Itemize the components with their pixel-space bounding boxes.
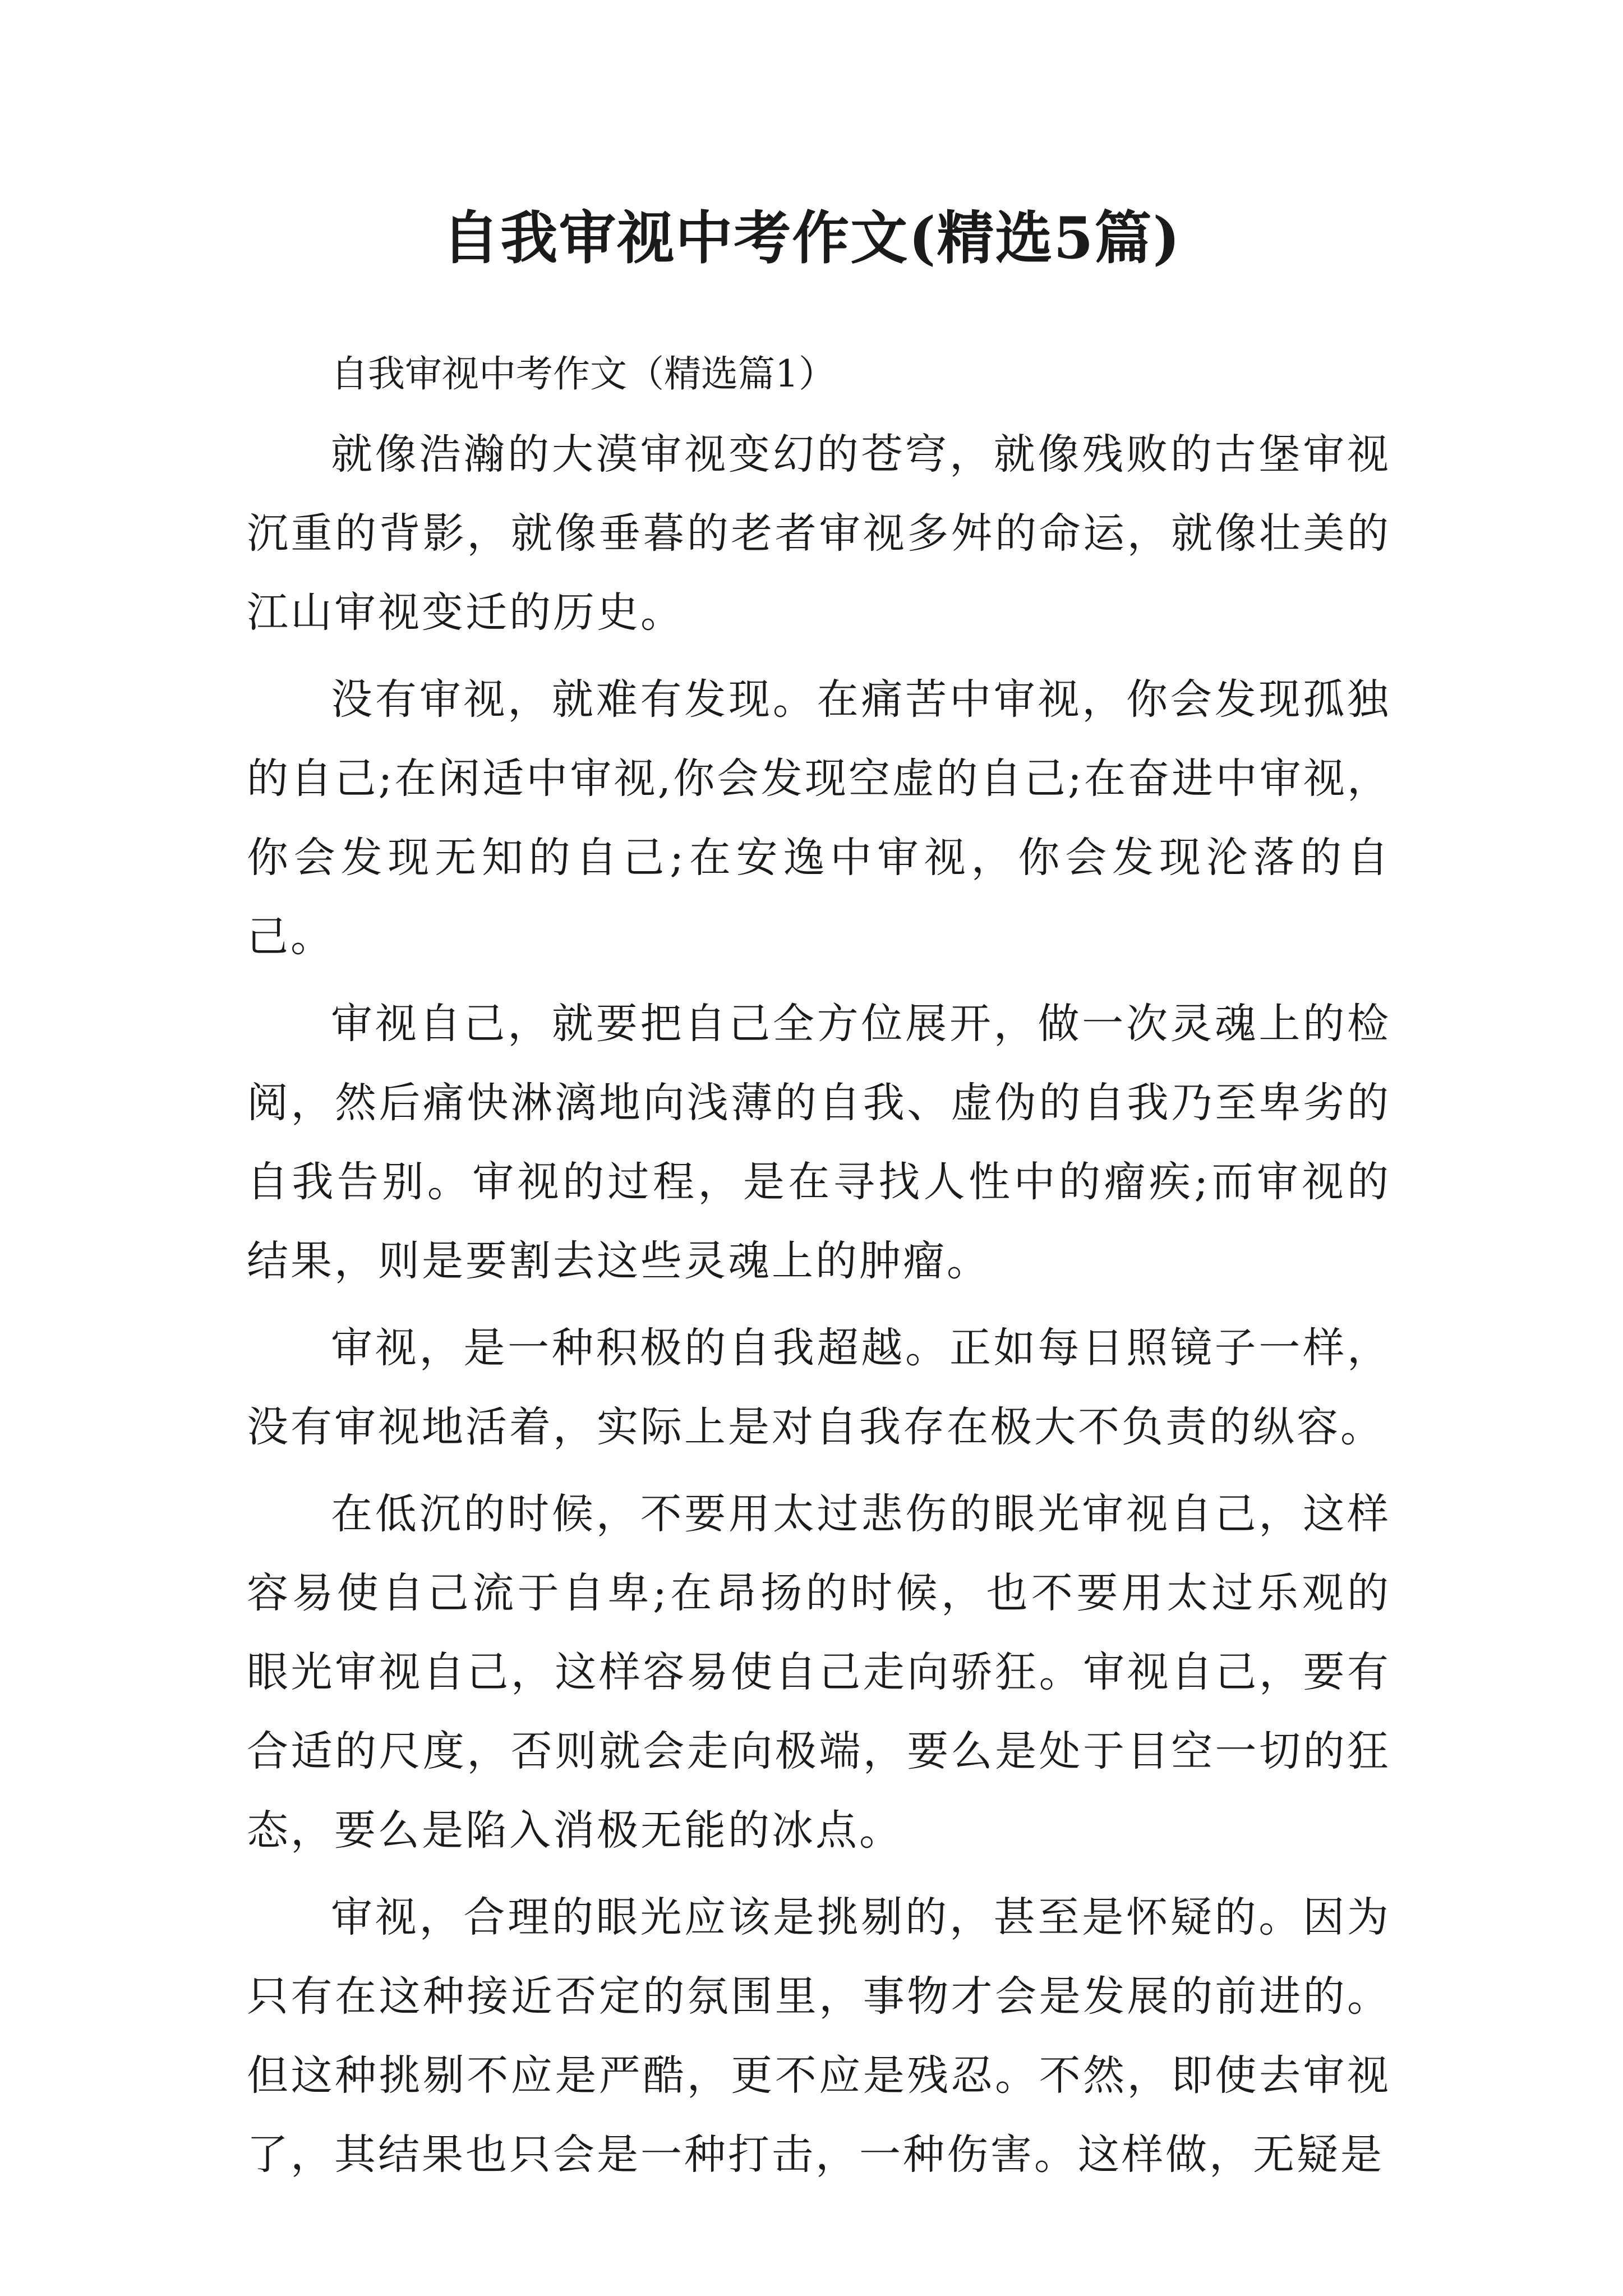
document-body xyxy=(247,343,1391,2194)
document-title: 自我审视中考作文(精选5篇) xyxy=(442,205,1181,272)
paragraph: 审视自己，就要把自己全方位展开，做一次灵魂上的检阅，然后痛快淋漓地向浅薄的自我、虚伪的自我乃至卑劣的自我告别。审视的过程，是在寻找人性中的瘤疾;而审视的结果，则是要割去这些灵魂上的肿瘤。 xyxy=(247,1000,1391,1285)
paragraph: 审视，是一种积极的自我超越。正如每日照镜子一样，没有审视地活着，实际上是对自我存在极大不负责的纵容。 xyxy=(247,1324,1391,1451)
paragraph: 审视，合理的眼光应该是挑剔的，甚至是怀疑的。因为只有在这种接近否定的氛围里，事物才会是发展的前进的。但这种挑剔不应是严酷，更不应是残忍。不然，即使去审视了，其结果也只会是一种打击，一种伤害。这样做，无疑是 xyxy=(247,1893,1391,2179)
paragraph: 在低沉的时候，不要用太过悲伤的眼光审视自己，这样容易使自己流于自卑;在昂扬的时候，也不要用太过乐观的眼光审视自己，这样容易使自己走向骄狂。审视自己，要有合适的尺度，否则就会走向极端，要么是处于目空一切的狂态，要么是陷入消极无能的冰点。 xyxy=(247,1490,1391,1855)
paragraph: 没有审视，就难有发现。在痛苦中审视，你会发现孤独的自己;在闲适中审视,你会发现空虚的自己;在奋进中审视，你会发现无知的自己;在安逸中审视，你会发现沦落的自己。 xyxy=(247,675,1391,961)
paragraph: 就像浩瀚的大漠审视变幻的苍穹，就像残败的古堡审视沉重的背影，就像垂暮的老者审视多舛的命运，就像壮美的江山审视变迁的历史。 xyxy=(247,430,1391,637)
section-heading: 自我审视中考作文（精选篇1） xyxy=(331,352,836,395)
